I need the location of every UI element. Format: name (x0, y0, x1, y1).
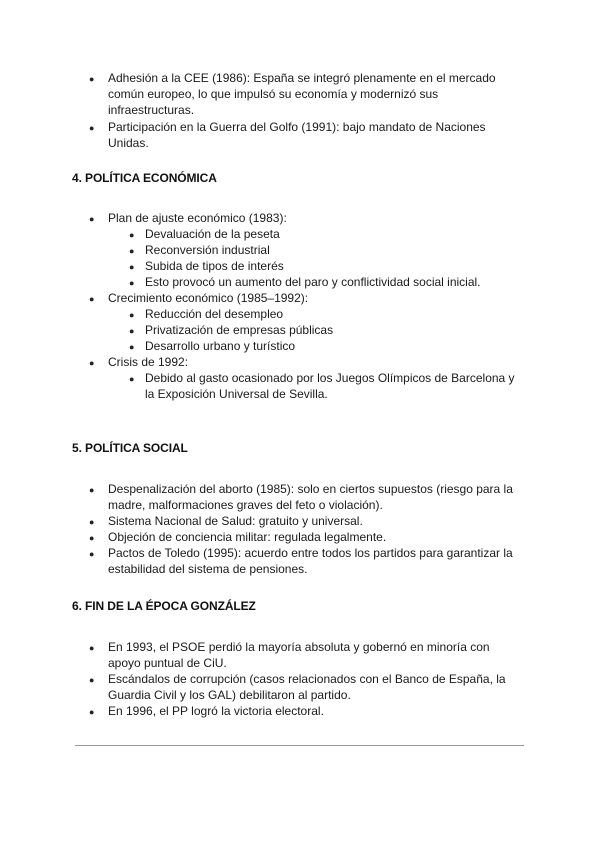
list-item: Escándalos de corrupción (casos relacionados con el Banco de España, la Guardia Civil y los GAL) debilitaron al partido. (108, 672, 506, 703)
bullet-icon: ● (89, 123, 95, 133)
bullet-icon: ● (89, 549, 95, 559)
sub-list-item: Reducción del desempleo (145, 307, 284, 321)
sub-list-item: Privatización de empresas públicas (145, 323, 334, 337)
bullet-icon: ● (89, 214, 95, 224)
bullet-icon: ● (89, 485, 95, 495)
list-item: Crecimiento económico (1985–1992): (108, 291, 309, 305)
sub-bullet-icon: ● (129, 230, 135, 240)
sub-list-item: Reconversión industrial (145, 243, 270, 257)
list-item: Crisis de 1992: (108, 355, 189, 369)
sub-bullet-icon: ● (129, 326, 135, 336)
sub-list-item: Subida de tipos de interés (145, 259, 284, 273)
list-item: Adhesión a la CEE (1986): España se integró plenamente en el mercado común europeo, lo que impulsó su economía y modernizó sus infraestructuras. (108, 71, 496, 118)
section-heading-social-policy: 5. POLÍTICA SOCIAL (72, 441, 188, 455)
bullet-icon: ● (89, 74, 95, 84)
bullet-icon: ● (89, 643, 95, 653)
list-item: En 1993, el PSOE perdió la mayoría absoluta y gobernó en minoría con apoyo puntual de CiU. (108, 640, 490, 671)
sub-bullet-icon: ● (129, 278, 135, 288)
list-item: Sistema Nacional de Salud: gratuito y universal. (108, 514, 363, 528)
sub-list-item: Esto provocó un aumento del paro y conflictividad social inicial. (145, 275, 481, 289)
list-item: Participación en la Guerra del Golfo (1991): bajo mandato de Naciones Unidas. (108, 120, 486, 151)
section-heading-economic-policy: 4. POLÍTICA ECONÓMICA (72, 171, 217, 185)
sub-bullet-icon: ● (129, 310, 135, 320)
sub-list-item: Debido al gasto ocasionado por los Juegos Olímpicos de Barcelona y la Exposición Universal de Sevilla. (145, 371, 515, 402)
bullet-icon: ● (89, 707, 95, 717)
bullet-icon: ● (89, 358, 95, 368)
section-heading-end-gonzalez-era: 6. FIN DE LA ÉPOCA GONZÁLEZ (72, 599, 256, 613)
bullet-icon: ● (89, 533, 95, 543)
bullet-icon: ● (89, 294, 95, 304)
bullet-icon: ● (89, 675, 95, 685)
sub-bullet-icon: ● (129, 246, 135, 256)
list-item: Pactos de Toledo (1995): acuerdo entre todos los partidos para garantizar la estabilidad del sistema de pensiones. (108, 546, 513, 577)
sub-list-item: Devaluación de la peseta (145, 227, 280, 241)
sub-bullet-icon: ● (129, 374, 135, 384)
sub-list-item: Desarrollo urbano y turístico (145, 339, 296, 353)
sub-bullet-icon: ● (129, 262, 135, 272)
sub-bullet-icon: ● (129, 342, 135, 352)
list-item: En 1996, el PP logró la victoria electoral. (108, 704, 324, 718)
list-item: Objeción de conciencia militar: regulada legalmente. (108, 530, 387, 544)
horizontal-divider (75, 745, 524, 746)
list-item: Plan de ajuste económico (1983): (108, 211, 287, 225)
bullet-icon: ● (89, 517, 95, 527)
list-item: Despenalización del aborto (1985): solo en ciertos supuestos (riesgo para la madre, malformaciones graves del feto o violación). (108, 482, 513, 513)
